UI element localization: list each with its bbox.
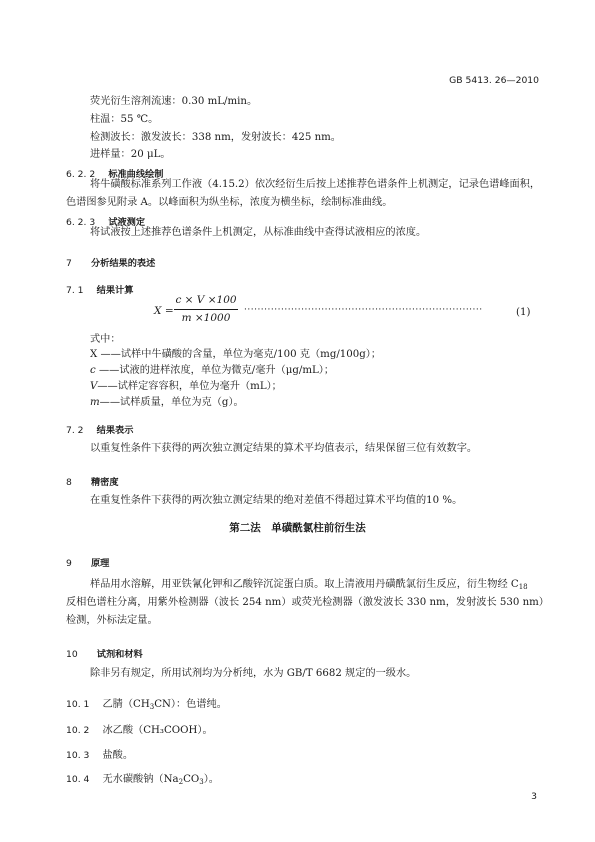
section-title: 结果表示 — [96, 425, 134, 436]
variable-c-definition — [90, 364, 334, 378]
paragraph-line: 色谱图参见附录 A。以峰面积为纵坐标，浓度为横坐标，绘制标准曲线。 — [66, 197, 393, 208]
item-number: 10. 4 — [66, 774, 90, 785]
standard-code: GB 5413. 26—2010 — [449, 75, 539, 86]
section-number: 7. 1 — [66, 285, 84, 296]
item-10-2 — [66, 718, 213, 738]
formula-fraction — [174, 294, 238, 325]
variable-m-definition — [90, 396, 244, 410]
section-8-heading — [66, 470, 119, 490]
column-temp-line: 柱温：55 ℃。 — [90, 114, 159, 125]
section-title: 精密度 — [90, 477, 119, 488]
item-number: 10. 2 — [66, 725, 90, 736]
section-title: 结果计算 — [96, 285, 134, 296]
formula-numerator: c × V ×100 — [175, 294, 237, 306]
text-run: CN）：色谱纯。 — [154, 699, 227, 710]
section-title: 原理 — [90, 558, 110, 569]
paragraph-line: 除非另有规定，所用试剂均为分析纯，水为 GB/T 6682 规定的一级水。 — [90, 668, 417, 679]
text-run: ）。 — [203, 774, 219, 785]
section-number: 9 — [66, 558, 72, 569]
paragraph-line: 在重复性条件下获得的两次独立测定结果的绝对差值不得超过算术平均值的10 %。 — [90, 495, 463, 506]
section-number: 7. 2 — [66, 425, 84, 436]
subscript: 3 — [199, 778, 204, 786]
section-9-heading — [66, 551, 109, 571]
item-text: 冰乙酸（CH₃COOH）。 — [102, 725, 213, 736]
method-two-title: 第二法 单磺酰氯柱前衍生法 — [229, 522, 366, 534]
paragraph-line: 以重复性条件下获得的两次独立测定结果的算术平均值表示，结果保留三位有效数字。 — [90, 443, 478, 454]
variable-v-definition — [90, 380, 282, 394]
section-number: 8 — [66, 477, 72, 488]
page-number: 3 — [531, 791, 537, 802]
variable-symbol: c — [90, 365, 96, 376]
variable-symbol: V — [90, 381, 98, 392]
section-7-heading — [66, 251, 155, 271]
fraction-bar — [174, 309, 238, 310]
wavelength-line: 检测波长：激发波长：338 nm，发射波长：425 nm。 — [90, 132, 341, 143]
formula-leader-dots: ······································································· — [244, 305, 483, 315]
variable-symbol: m — [90, 397, 100, 408]
section-title: 分析结果的表述 — [90, 258, 156, 269]
paragraph-line — [90, 578, 528, 594]
section-number: 10 — [66, 649, 78, 660]
section-7-1-heading — [66, 278, 133, 298]
flow-rate-line: 荧光衍生溶剂流速：0.30 mL/min。 — [90, 96, 258, 107]
item-10-1 — [66, 692, 227, 714]
injection-volume-line: 进样量：20 μL。 — [90, 149, 171, 160]
variable-x-definition: X ——试样中牛磺酸的含量，单位为毫克/100 克（mg/100g）； — [90, 349, 382, 360]
item-number: 10. 3 — [66, 750, 90, 761]
section-title: 试剂和材料 — [96, 649, 143, 660]
subscript: 18 — [518, 583, 528, 591]
text-run: 乙腈（CH — [102, 699, 150, 710]
formula-denominator: m ×1000 — [181, 312, 231, 324]
paragraph-line: 反相色谱柱分离，用紫外检测器（波长 254 nm）或荧光检测器（激发波长 330 nm，发射波长 530 nm） — [66, 597, 549, 608]
variable-description: ——试样质量，单位为克（g）。 — [99, 397, 244, 408]
subscript: 2 — [178, 778, 184, 786]
formula-lhs: X = — [154, 305, 174, 317]
formula-number: (1) — [516, 307, 531, 318]
item-text: 盐酸。 — [102, 750, 134, 761]
item-number: 10. 1 — [66, 699, 90, 710]
where-label: 式中： — [90, 334, 121, 345]
item-text — [102, 699, 226, 710]
section-7-2-heading — [66, 418, 133, 438]
subscript: 3 — [149, 703, 155, 711]
text-run: 样品用水溶解，用亚铁氰化钾和乙酸锌沉淀蛋白质。取上清液用丹磺酰氯衍生反应，衍生物经 C — [90, 579, 519, 590]
variable-description: ——试样定容容积，单位为毫升（mL）； — [97, 381, 282, 392]
section-title: 标准曲线绘制 — [108, 169, 164, 180]
section-number: 6. 2. 2 — [66, 169, 96, 180]
section-number: 6. 2. 3 — [66, 217, 96, 228]
section-number: 7 — [66, 258, 72, 269]
variable-description: ——试液的进样浓度，单位为微克/毫升（μg/mL）； — [95, 365, 335, 376]
item-10-3 — [66, 743, 133, 763]
item-text — [102, 774, 219, 785]
paragraph-line: 检测，外标法定量。 — [66, 615, 158, 626]
text-run: CO — [183, 774, 200, 785]
paragraph-line: 将牛磺酸标准系列工作液（4.15.2）依次经衍生后按上述推荐色谱条件上机测定，记录色谱峰面积， — [90, 179, 541, 190]
section-10-heading — [66, 642, 143, 662]
text-run: 无水碳酸钠（Na — [102, 774, 179, 785]
section-title: 试液测定 — [108, 217, 146, 228]
paragraph-line: 将试液按上述推荐色谱条件上机测定，从标准曲线中查得试液相应的浓度。 — [90, 227, 427, 238]
item-10-4 — [66, 767, 219, 789]
